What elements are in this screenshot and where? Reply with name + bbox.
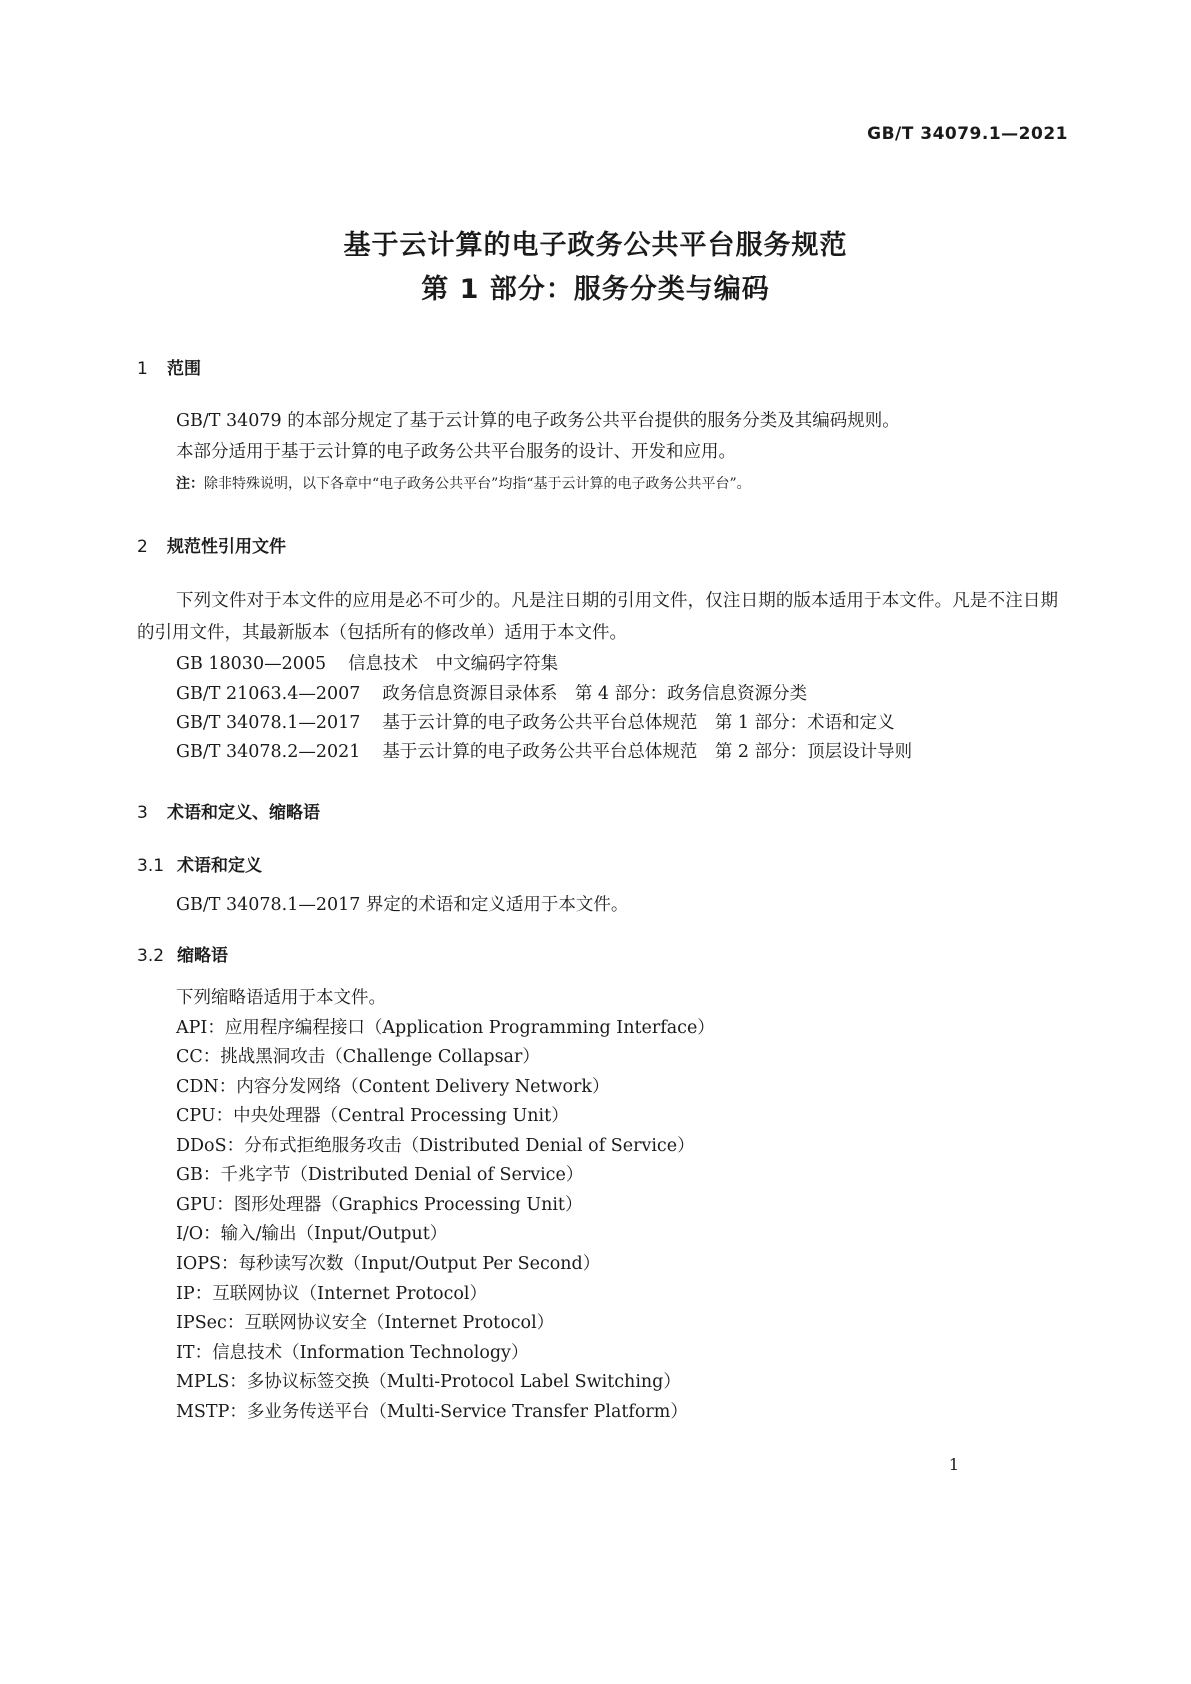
paragraph: 下列文件对于本文件的应用是必不可少的。凡是注日期的引用文件，仅注日期的版本适用于本文件。凡是不注日期的引用文件，其最新版本（包括所有的修改单）适用于本文件。: [137, 591, 1058, 643]
abbreviation-item: IT：信息技术（Information Technology）: [176, 1343, 529, 1363]
reference-title: 信息技术 中文编码字符集: [348, 654, 559, 674]
reference-title: 政务信息资源目录体系 第 4 部分：政务信息资源分类: [382, 684, 808, 704]
title-line-1: 基于云计算的电子政务公共平台服务规范: [343, 230, 848, 261]
section-3-heading: [137, 798, 320, 823]
note-label: 注：: [176, 476, 204, 492]
section-title: 缩略语: [177, 946, 228, 966]
reference-item: [176, 738, 912, 763]
section-title: 规范性引用文件: [167, 537, 286, 557]
note-text: 除非特殊说明，以下各章中“电子政务公共平台”均指“基于云计算的电子政务公共平台”。: [204, 476, 751, 492]
section-3-2-heading: [137, 941, 228, 966]
reference-code: GB 18030—2005: [176, 654, 327, 674]
note: [176, 473, 751, 493]
abbreviation-item: CDN：内容分发网络（Content Delivery Network）: [176, 1077, 610, 1097]
reference-title: 基于云计算的电子政务公共平台总体规范 第 1 部分：术语和定义: [382, 713, 895, 733]
abbreviation-item: GB：千兆字节（Distributed Denial of Service）: [176, 1165, 584, 1185]
abbreviation-item: I/O：输入/输出（Input/Output）: [176, 1224, 448, 1244]
reference-code: GB/T 21063.4—2007: [176, 684, 361, 704]
section-title: 术语和定义、缩略语: [167, 803, 320, 823]
standard-code: GB/T 34079.1—2021: [867, 124, 1068, 144]
reference-code: GB/T 34078.2—2021: [176, 742, 361, 762]
reference-item: [176, 650, 558, 675]
section-number: 2: [137, 537, 148, 557]
abbreviation-item: IP：互联网协议（Internet Protocol）: [176, 1284, 488, 1304]
abbreviation-item: IPSec：互联网协议安全（Internet Protocol）: [176, 1313, 555, 1333]
section-1-heading: [137, 354, 201, 379]
document-title: [0, 224, 1191, 312]
section-3-1-heading: [137, 851, 262, 876]
abbreviation-item: IOPS：每秒读写次数（Input/Output Per Second）: [176, 1254, 601, 1274]
paragraph: GB/T 34079 的本部分规定了基于云计算的电子政务公共平台提供的服务分类及其编码规则。: [176, 411, 900, 431]
abbreviation-item: CPU：中央处理器（Central Processing Unit）: [176, 1106, 569, 1126]
section-number: 3: [137, 803, 148, 823]
reference-code: GB/T 34078.1—2017: [176, 713, 361, 733]
paragraph: 本部分适用于基于云计算的电子政务公共平台服务的设计、开发和应用。: [176, 442, 736, 462]
abbreviation-item: MPLS：多协议标签交换（Multi-Protocol Label Switching）: [176, 1372, 681, 1392]
section-number: 1: [137, 359, 148, 379]
section-number: 3.1: [137, 856, 165, 876]
page-number: 1: [948, 1455, 959, 1474]
reference-item: [176, 680, 807, 705]
abbreviation-item: MSTP：多业务传送平台（Multi-Service Transfer Platform）: [176, 1402, 688, 1422]
section-title: 术语和定义: [177, 856, 262, 876]
reference-title: 基于云计算的电子政务公共平台总体规范 第 2 部分：顶层设计导则: [382, 742, 913, 762]
paragraph: GB/T 34078.1—2017 界定的术语和定义适用于本文件。: [176, 895, 629, 915]
abbreviation-item: DDoS：分布式拒绝服务攻击（Distributed Denial of Service）: [176, 1136, 695, 1156]
section-number: 3.2: [137, 946, 165, 966]
paragraph: 下列缩略语适用于本文件。: [176, 988, 386, 1008]
section-title: 范围: [167, 359, 201, 379]
abbreviation-item: API：应用程序编程接口（Application Programming Interface）: [176, 1018, 715, 1038]
abbreviation-item: GPU：图形处理器（Graphics Processing Unit）: [176, 1195, 583, 1215]
reference-item: [176, 709, 895, 734]
section-2-heading: [137, 532, 286, 557]
title-line-2: 第 1 部分：服务分类与编码: [421, 274, 770, 305]
abbreviation-item: CC：挑战黑洞攻击（Challenge Collapsar）: [176, 1047, 540, 1067]
